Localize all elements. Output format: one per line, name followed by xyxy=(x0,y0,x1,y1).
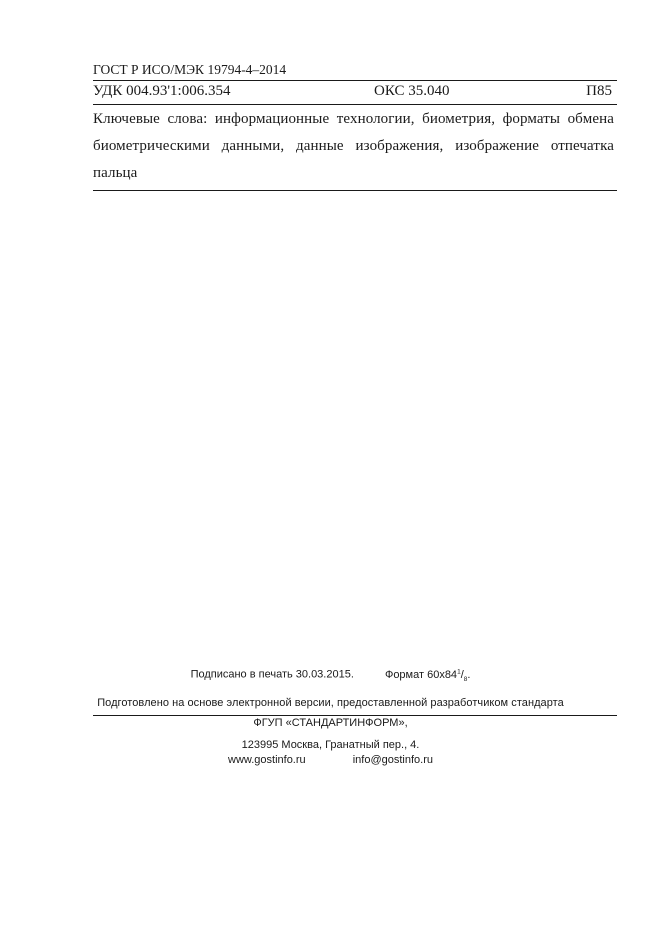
signed-to-print-line xyxy=(0,668,661,683)
document-id: ГОСТ Р ИСО/МЭК 19794-4–2014 xyxy=(93,62,287,77)
publisher-contacts xyxy=(0,754,661,766)
format-numerator: 1 xyxy=(457,668,461,675)
email-link[interactable]: info@gostinfo.ru xyxy=(352,754,433,766)
imprint-divider xyxy=(93,715,617,716)
header-divider xyxy=(93,80,617,81)
classification-divider xyxy=(93,104,617,105)
udk-code: УДК 004.93'1:006.354 xyxy=(93,83,231,99)
format-end: . xyxy=(467,668,471,681)
publisher-address: 123995 Москва, Гранатный пер., 4. xyxy=(241,739,420,751)
paper-format: Формат $60х84^1/_8$. xyxy=(384,668,471,683)
publisher-name: ФГУП «СТАНДАРТИНФОРМ», xyxy=(253,717,408,729)
keywords-paragraph: Ключевые слова: информационные технологии, биометрия, форматы обмена биометрическими данными, данные изображения, изображение отпечатка пальца xyxy=(93,111,614,181)
group-code: П85 xyxy=(586,83,612,99)
website-link[interactable]: www.gostinfo.ru xyxy=(228,754,306,766)
keywords-divider xyxy=(93,190,617,191)
format-denominator: 8 xyxy=(463,675,468,683)
paper-format-label: Формат 60х84 xyxy=(384,668,458,681)
prepared-note: Подготовлено на основе электронной версии, предоставленной разработчиком стандарта xyxy=(97,697,564,709)
oks-code: ОКС 35.040 xyxy=(374,83,450,99)
classification-row xyxy=(93,83,612,100)
signed-date: Подписано в печать 30.03.2015. xyxy=(190,668,354,681)
